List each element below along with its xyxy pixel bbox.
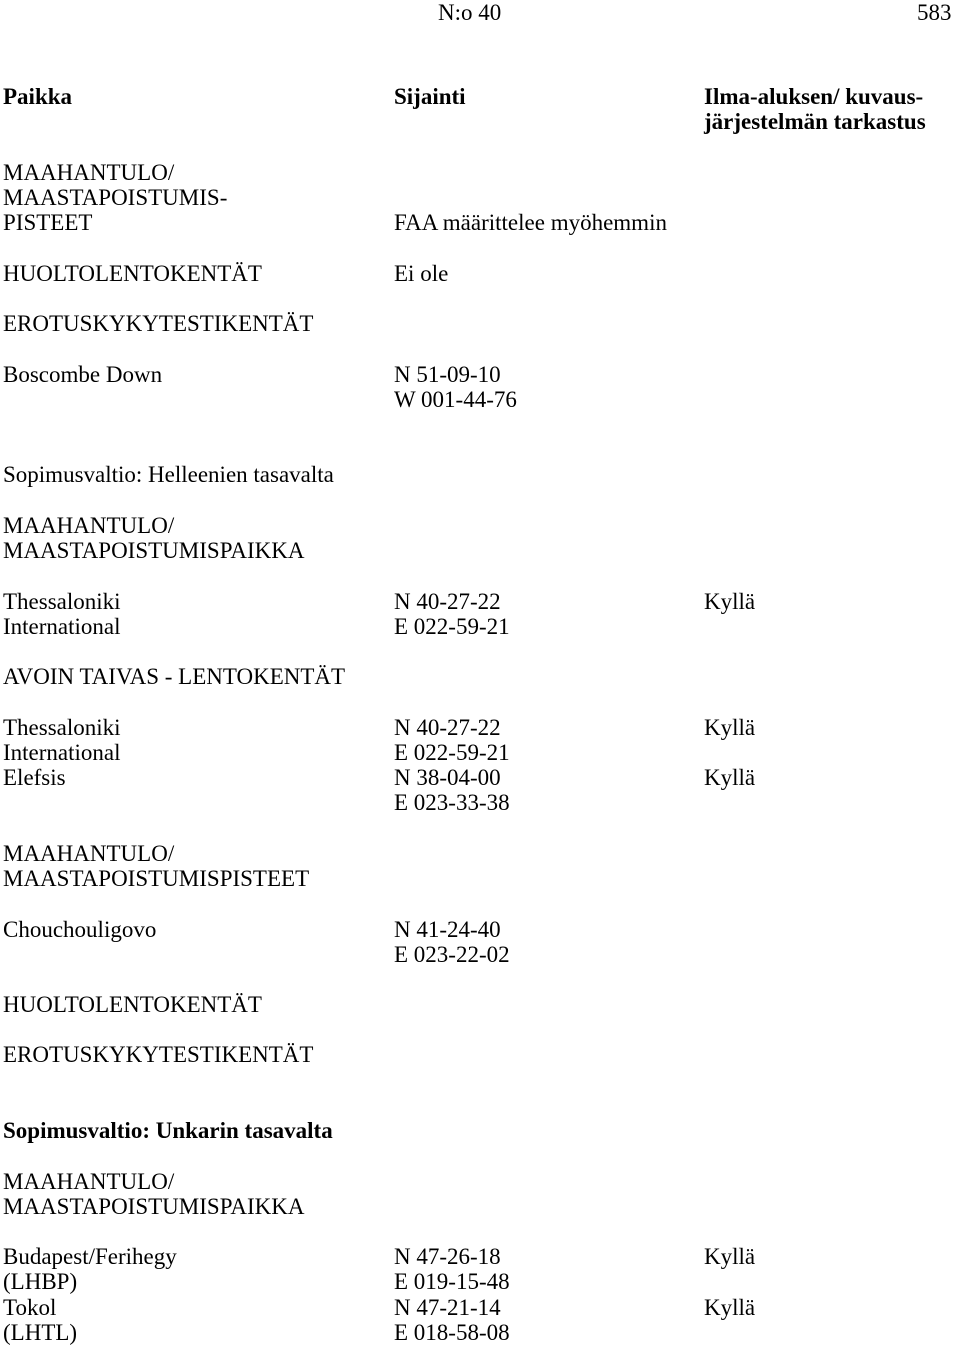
column-heading-location: Sijainti <box>394 84 466 109</box>
section-value: FAA määrittelee myöhemmin <box>394 210 667 235</box>
section-heading: MAASTAPOISTUMISPAIKKA <box>3 538 305 563</box>
place-name: (LHBP) <box>3 1269 78 1294</box>
column-heading-inspection-line1: Ilma-aluksen/ kuvaus- <box>704 84 924 109</box>
section-heading: MAAHANTULO/ <box>3 513 175 538</box>
place-name: Thessaloniki <box>3 715 121 740</box>
section-heading: MAASTAPOISTUMISPISTEET <box>3 866 310 891</box>
place-name: Tokol <box>3 1295 57 1320</box>
longitude: E 022-59-21 <box>394 740 510 765</box>
inspection-value: Kyllä <box>704 715 756 740</box>
latitude: N 40-27-22 <box>394 715 501 740</box>
section-heading: MAAHANTULO/ <box>3 841 175 866</box>
longitude: E 023-22-02 <box>394 942 510 967</box>
longitude: W 001-44-76 <box>394 387 517 412</box>
place-name: Boscombe Down <box>3 362 163 387</box>
header-number-label: N:o 40 <box>438 0 502 25</box>
place-name: International <box>3 614 121 639</box>
section-heading: MAAHANTULO/ <box>3 160 175 185</box>
inspection-value: Kyllä <box>704 765 756 790</box>
section-heading: MAASTAPOISTUMISPAIKKA <box>3 1194 305 1219</box>
inspection-value: Kyllä <box>704 1295 756 1320</box>
section-heading: HUOLTOLENTOKENTÄT <box>3 992 262 1017</box>
latitude: N 51-09-10 <box>394 362 501 387</box>
longitude: E 023-33-38 <box>394 790 510 815</box>
column-heading-place: Paikka <box>3 84 73 109</box>
inspection-value: Kyllä <box>704 589 756 614</box>
latitude: N 47-21-14 <box>394 1295 501 1320</box>
latitude: N 41-24-40 <box>394 917 501 942</box>
latitude: N 38-04-00 <box>394 765 501 790</box>
section-value: Ei ole <box>394 261 449 286</box>
section-heading: PISTEET <box>3 210 93 235</box>
contracting-state-heading: Sopimusvaltio: Unkarin tasavalta <box>3 1118 333 1143</box>
longitude: E 018-58-08 <box>394 1320 510 1345</box>
section-heading: EROTUSKYKYTESTIKENTÄT <box>3 1042 314 1067</box>
section-heading: EROTUSKYKYTESTIKENTÄT <box>3 311 314 336</box>
longitude: E 019-15-48 <box>394 1269 510 1294</box>
page-number: 583 <box>917 0 952 25</box>
section-heading: MAASTAPOISTUMIS- <box>3 185 228 210</box>
latitude: N 47-26-18 <box>394 1244 501 1269</box>
place-name: International <box>3 740 121 765</box>
section-heading: AVOIN TAIVAS - LENTOKENTÄT <box>3 664 346 689</box>
contracting-state-heading: Sopimusvaltio: Helleenien tasavalta <box>3 462 334 487</box>
place-name: Budapest/Ferihegy <box>3 1244 177 1269</box>
section-heading: HUOLTOLENTOKENTÄT <box>3 261 262 286</box>
column-heading-inspection-line2: järjestelmän tarkastus <box>704 109 926 134</box>
place-name: Thessaloniki <box>3 589 121 614</box>
inspection-value: Kyllä <box>704 1244 756 1269</box>
longitude: E 022-59-21 <box>394 614 510 639</box>
place-name: Chouchouligovo <box>3 917 157 942</box>
section-heading: MAAHANTULO/ <box>3 1169 175 1194</box>
place-name: Elefsis <box>3 765 66 790</box>
latitude: N 40-27-22 <box>394 589 501 614</box>
place-name: (LHTL) <box>3 1320 78 1345</box>
